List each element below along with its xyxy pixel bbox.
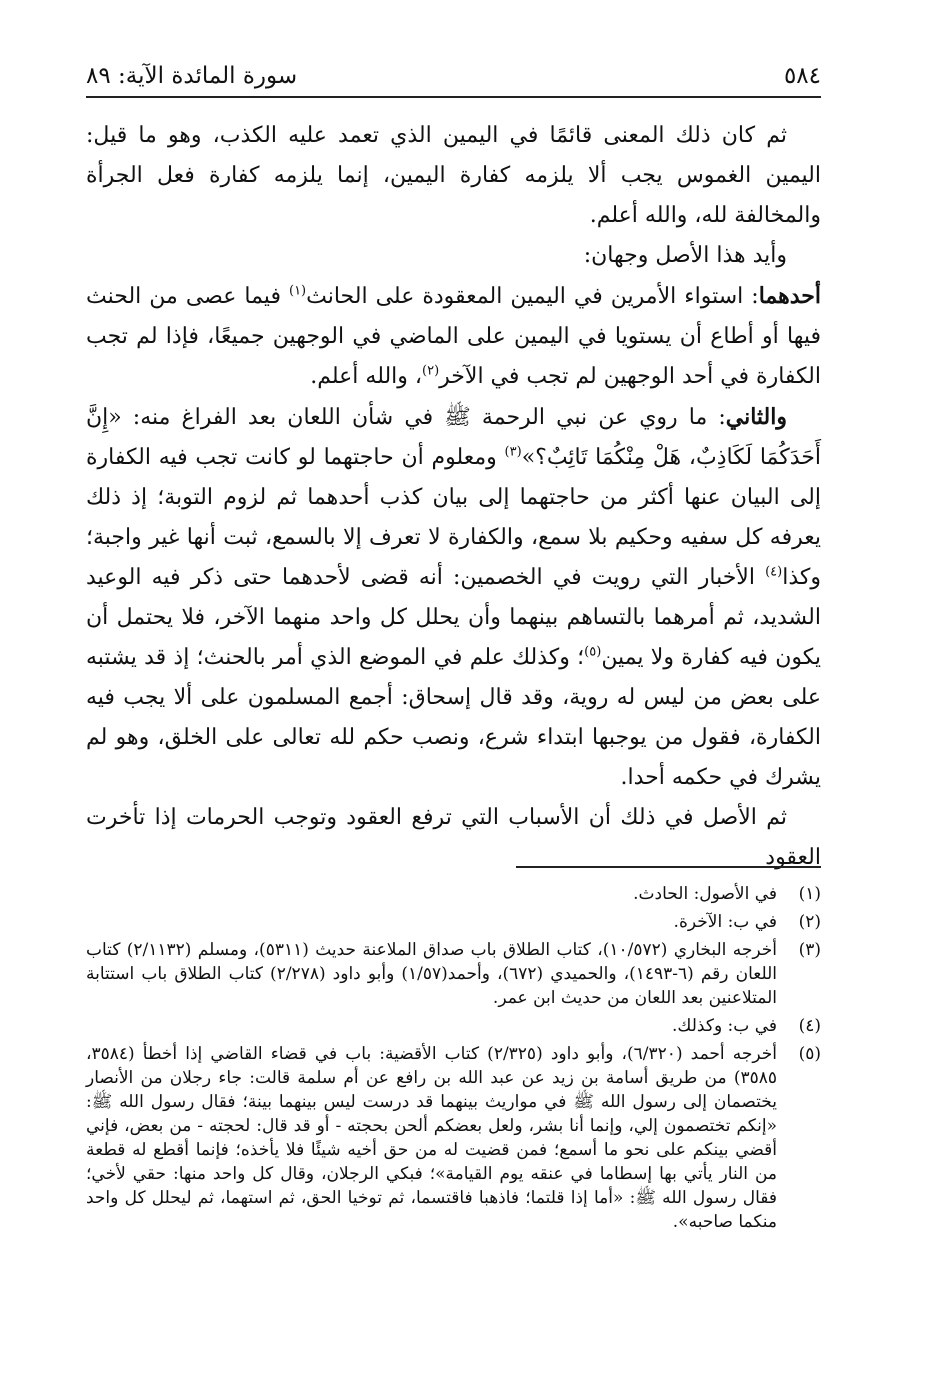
footnote-number: (٢) bbox=[798, 912, 821, 932]
footnote-ref: (٣) bbox=[504, 444, 522, 460]
paragraph: والثاني: ما روي عن نبي الرحمة ﷺ في شأن اللعان بعد الفراغ منه: «إِنَّ أَحَدَكُمَا لَكَاذِبٌ، هَلْ مِنْكُمَا تَائِبٌ؟»$^{(٣)}$ ومعلوم أن حاجتهما لو كانت تجب فيه الكفارة إلى البيان عنها أكثر من حاجتهما إلى بيان كذب أحدهما ثم لزوم التوبة؛ إذ ذلك يعرفه كل سفيه وحكيم بلا سمع، والكفارة لا تعرف إلا بالسمع، ثبت أنها غير واجبة؛ وكذا$^{(٤)}$ الأخبار التي رويت في الخصمين: أنه قضى لأحدهما حتى ذكر فيه الوعيد الشديد، ثم أمرهما بالتساهم بينهما وأن يحلل كل واحد منهما الآخر، فلا يحتمل أن يكون فيه كفارة ولا يمين$^{(٥)}$؛ وكذلك علم في الموضع الذي أمر بالحنث؛ إذ قد يشتبه على بعض من ليس له روية، وقد قال إسحاق: أجمع المسلمون على ألا يجب فيه الكفارة، فقول من يوجبها ابتداء شرع، ونصب حكم لله تعالى على الخلق، وهو لم يشرك في حكمه أحدا. bbox=[86, 404, 821, 790]
footnote bbox=[86, 938, 821, 1010]
footnote-text: في ب: الآخرة. bbox=[673, 912, 777, 932]
paragraph: وأيد هذا الأصل وجهان: bbox=[583, 243, 787, 268]
footnote-ref: (١) bbox=[288, 283, 307, 299]
footnote-ref: (٥) bbox=[584, 644, 602, 660]
header-rule bbox=[86, 96, 821, 98]
footnote-ref: (٤) bbox=[765, 564, 783, 580]
main-text bbox=[86, 116, 821, 878]
footnote-number: (١) bbox=[798, 884, 821, 904]
footnotes bbox=[86, 882, 821, 1238]
footnote bbox=[86, 1014, 821, 1038]
paragraph: ثم الأصل في ذلك أن الأسباب التي ترفع العقود وتوجب الحرمات إذا تأخرت العقود bbox=[86, 805, 821, 870]
footnote-number: (٣) bbox=[798, 940, 821, 960]
running-title: سورة المائدة الآية: ٨٩ bbox=[86, 63, 298, 89]
footnote-rule bbox=[516, 866, 821, 868]
footnote bbox=[86, 882, 821, 906]
footnote bbox=[86, 1042, 821, 1234]
footnote-number: (٥) bbox=[798, 1044, 821, 1064]
paragraph-lead: والثاني bbox=[725, 404, 787, 430]
footnote-text: أخرجه البخاري (١٠/٥٧٢)، كتاب الطلاق باب صداق الملاعنة حديث (٥٣١١)، ومسلم (٢/١١٣٢) كتاب اللعان رقم (٦-١٤٩٣)، والحميدي (٦٧٢)، وأحمد(١/٥٧) وأبو داود (٢/٢٧٨) كتاب الطلاق باب استتابة المتلاعنين بعد اللعان من حديث ابن عمر. bbox=[86, 940, 777, 1008]
paragraph: أحدهما: استواء الأمرين في اليمين المعقودة على الحانث$^{(١)}$ فيما عصى من الحنث فيها أو أطاع أن يستويا في اليمين على الماضي في الوجهين جميعًا، فإذا لم تجب الكفارة في أحد الوجهين لم تجب في الآخر$^{(٢)}$، والله أعلم. bbox=[86, 283, 821, 389]
paragraph: ثم كان ذلك المعنى قائمًا في اليمين الذي تعمد عليه الكذب، وهو ما قيل: اليمين الغموس يجب ألا يلزمه كفارة اليمين، إنما يلزمه كفارة فعل الجرأة والمخالفة لله، والله أعلم. bbox=[86, 123, 821, 228]
footnote-text: في الأصول: الحادث. bbox=[633, 884, 777, 904]
footnote-text: أخرجه أحمد (٦/٣٢٠)، وأبو داود (٢/٣٢٥) كتاب الأقضية: باب في قضاء القاضي إذا أخطأ (٣٥٨٤، ٣٥٨٥) من طريق أسامة بن زيد عن عبد الله بن رافع عن أم سلمة قالت: جاء رجلان من الأنصار يختصمان إلى رسول الله ﷺ في مواريث بينهما قد درست ليس بينهما بينة؛ فقال رسول الله ﷺ: «إنكم تختصمون إلي، وإنما أنا بشر، ولعل بعضكم ألحن بحجته - أو قد قال: لحجته - من بعض، فإني أقضي بينكم على نحو ما أسمع؛ فمن قضيت له من حق أخيه شيئًا فلا يأخذه؛ فإنما أقطع له قطعة من النار يأتي بها إسطاما في عنقه يوم القيامة»؛ فبكي الرجلان، وقال كل واحد منها: حقي لأخي؛ فقال رسول الله ﷺ: «أما إذا قلتما؛ فاذهبا فاقتسما، ثم توخيا الحق، ثم استهما، ثم ليحلل كل واحد منكما صاحبه». bbox=[86, 1044, 777, 1232]
footnote-text: في ب: وكذلك. bbox=[672, 1016, 777, 1036]
page-header bbox=[86, 58, 821, 94]
footnote-number: (٤) bbox=[798, 1016, 821, 1036]
paragraph-lead: أحدهما bbox=[758, 283, 821, 309]
page-number: ٥٨٤ bbox=[783, 63, 821, 89]
footnote-ref: (٢) bbox=[422, 363, 440, 379]
footnote bbox=[86, 910, 821, 934]
